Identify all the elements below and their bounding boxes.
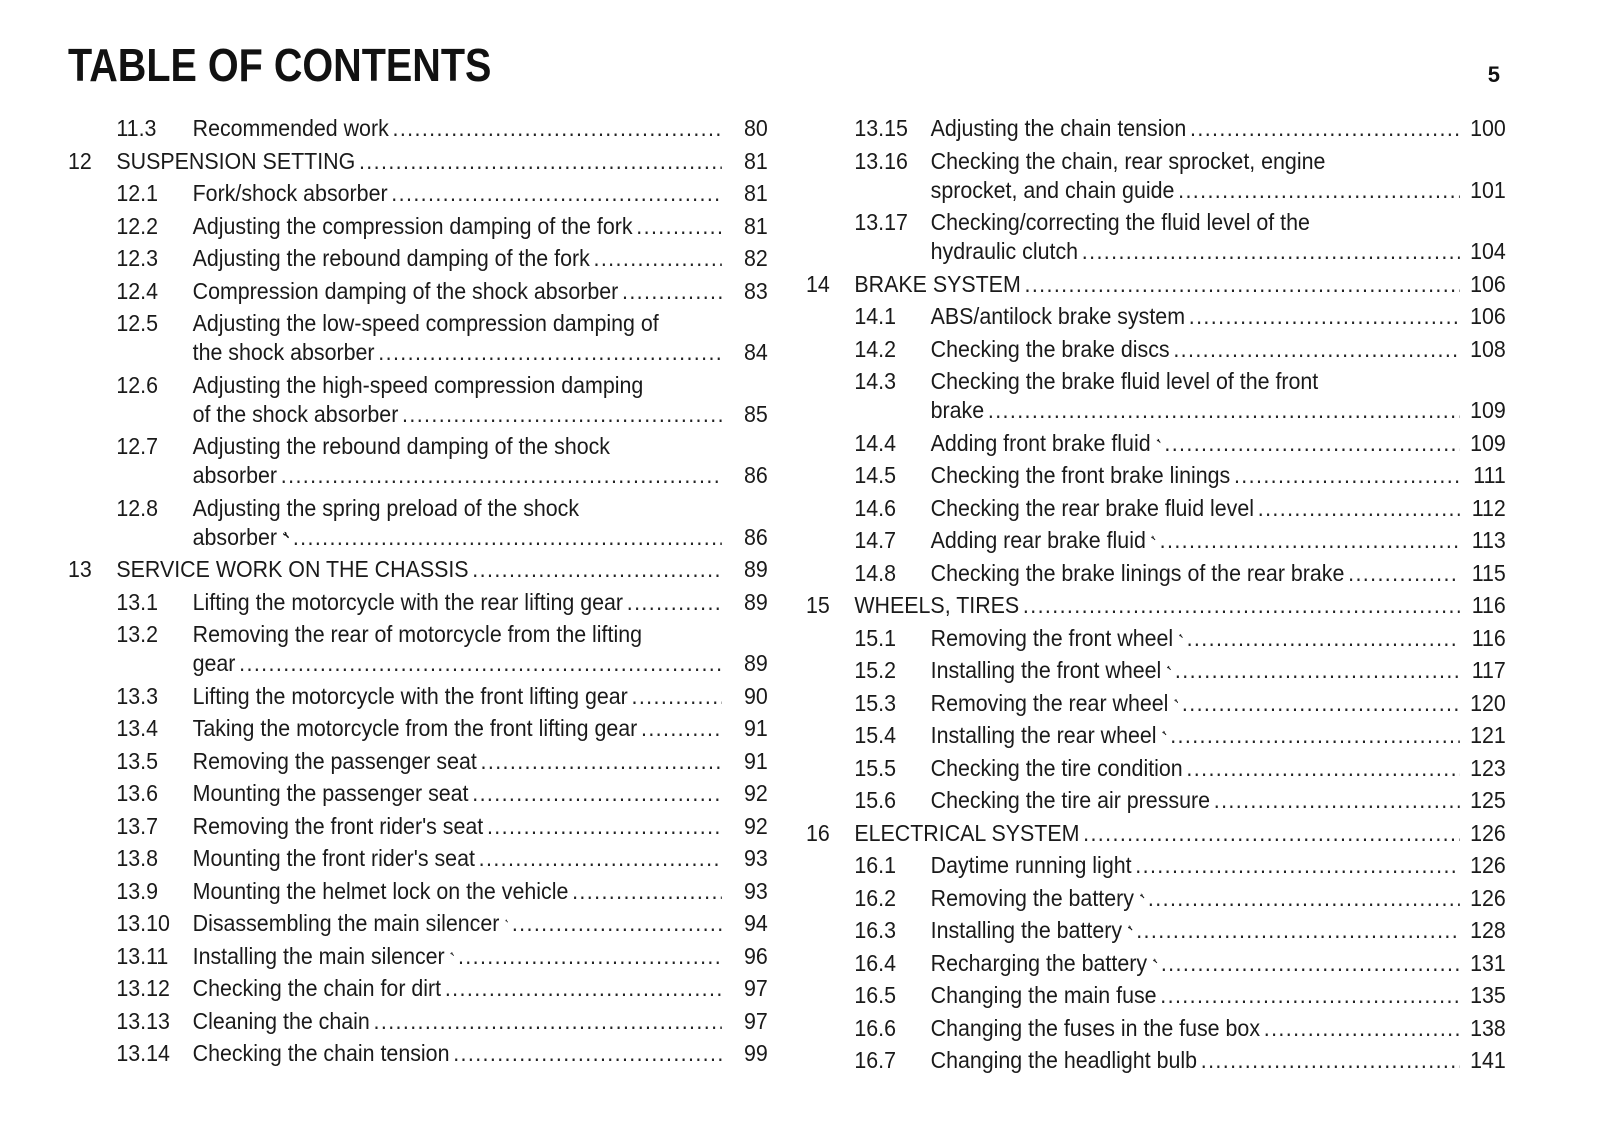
dot-leader <box>1190 114 1459 143</box>
section-number: 13.8 <box>116 845 158 871</box>
toc-section-entry[interactable] <box>806 461 1506 490</box>
page-reference[interactable]: 81 <box>744 180 768 206</box>
dot-leader <box>1160 981 1459 1010</box>
section-title: Taking the motorcycle from the front lifting gear <box>192 715 638 741</box>
page-reference[interactable]: 109 <box>1470 429 1506 456</box>
dot-leader <box>392 114 721 143</box>
dot-leader <box>1348 559 1459 588</box>
toc-chapter-entry[interactable] <box>806 819 1506 848</box>
section-number: 12.1 <box>116 180 158 206</box>
toc-section-entry[interactable] <box>68 588 768 617</box>
dot-leader <box>1170 721 1459 750</box>
toc-section-entry[interactable] <box>68 747 768 776</box>
section-number: 15.5 <box>854 754 896 781</box>
section-title: sprocket, and chain guide <box>930 176 1175 203</box>
section-title: Checking the tire air pressure <box>930 787 1211 813</box>
section-title: Checking the brake discs <box>930 335 1170 362</box>
section-title: Installing the front wheel <box>930 657 1162 683</box>
section-number: 16.3 <box>854 917 896 943</box>
toc-section-entry[interactable] <box>68 179 768 208</box>
section-title: Adjusting the chain tension <box>930 115 1187 141</box>
page-reference[interactable]: 117 <box>1471 657 1506 683</box>
dot-leader <box>1187 624 1460 653</box>
toc-section-entry[interactable] <box>68 779 768 808</box>
section-number: 16.5 <box>854 982 896 1008</box>
dot-leader <box>631 682 721 711</box>
wrench-icon <box>1162 723 1166 743</box>
toc-section-entry[interactable] <box>68 309 768 367</box>
section-number: 13.15 <box>854 115 908 141</box>
section-number: 13.7 <box>116 812 158 839</box>
wrench-icon <box>1151 528 1156 548</box>
toc-chapter-entry[interactable] <box>806 591 1506 620</box>
wrench-icon <box>1174 691 1178 711</box>
toc-section-entry[interactable] <box>806 367 1506 425</box>
section-title: Disassembling the main silencer <box>192 910 500 936</box>
page-reference[interactable]: 106 <box>1470 303 1506 329</box>
page-number: 5 <box>1487 62 1500 87</box>
section-title-line: Checking the chain, rear sprocket, engine <box>930 147 1326 174</box>
section-number: 16 <box>806 819 830 846</box>
section-number: 13.13 <box>116 1007 170 1034</box>
section-title: hydraulic clutch <box>930 238 1079 264</box>
section-title: SUSPENSION SETTING <box>116 147 356 174</box>
page-reference[interactable]: 131 <box>1470 949 1506 976</box>
dot-leader <box>1082 237 1460 266</box>
page-reference[interactable]: 84 <box>744 339 768 365</box>
toc-right-column <box>806 114 1506 1079</box>
dot-leader <box>479 844 722 873</box>
section-title-line: Adjusting the rebound damping of the shock <box>192 433 611 459</box>
section-number: 12.8 <box>116 494 158 521</box>
page-reference[interactable]: 116 <box>1471 624 1506 651</box>
section-title: Adjusting the rebound damping of the fork <box>192 245 590 271</box>
page-reference[interactable]: 113 <box>1471 527 1506 553</box>
section-title: Lifting the motorcycle with the rear lifting gear <box>192 588 624 615</box>
toc-chapter-entry[interactable] <box>68 555 768 584</box>
dot-leader <box>572 877 721 906</box>
toc-section-entry[interactable] <box>68 974 768 1003</box>
toc-section-entry[interactable] <box>68 877 768 906</box>
section-title: Removing the passenger seat <box>192 747 477 774</box>
section-number: 14.4 <box>854 429 896 456</box>
toc-section-entry[interactable] <box>68 1007 768 1036</box>
dot-leader <box>281 461 722 490</box>
toc-chapter-entry[interactable] <box>806 270 1506 299</box>
section-title: SERVICE WORK ON THE CHASSIS <box>116 556 469 582</box>
section-number: 15.3 <box>854 689 896 716</box>
section-title: Removing the front wheel <box>930 624 1174 651</box>
section-number: 13.2 <box>116 621 158 647</box>
section-number: 14.1 <box>854 303 896 329</box>
section-number: 16.1 <box>854 852 896 878</box>
dot-leader <box>378 338 721 367</box>
section-title: Adding rear brake fluid <box>930 527 1146 553</box>
page-reference[interactable]: 121 <box>1470 722 1506 748</box>
toc-section-entry[interactable] <box>68 1039 768 1068</box>
page-reference[interactable]: 89 <box>744 556 768 582</box>
section-title: WHEELS, TIRES <box>854 592 1020 618</box>
wrench-icon <box>1167 658 1171 678</box>
page-reference[interactable]: 108 <box>1470 335 1506 362</box>
dot-leader <box>402 400 721 429</box>
page-reference[interactable]: 89 <box>744 650 768 676</box>
page-reference[interactable]: 91 <box>744 747 768 774</box>
section-title: Removing the front rider's seat <box>192 812 484 839</box>
section-number: 13.5 <box>116 747 158 774</box>
dot-leader <box>472 555 721 584</box>
section-title-line: Checking/correcting the fluid level of the <box>930 209 1310 235</box>
dot-leader <box>1258 494 1460 523</box>
page-reference[interactable]: 126 <box>1470 819 1506 846</box>
page-reference[interactable]: 138 <box>1470 1014 1506 1041</box>
section-title: Checking the chain for dirt <box>192 975 442 1001</box>
page-reference[interactable]: 97 <box>744 1007 768 1034</box>
wrench-icon <box>450 944 454 964</box>
page-title: TABLE OF CONTENTS <box>68 39 492 91</box>
toc-section-entry[interactable] <box>806 851 1506 880</box>
dot-leader <box>1148 884 1459 913</box>
wrench-icon <box>505 911 508 931</box>
page-reference[interactable]: 135 <box>1470 982 1506 1008</box>
section-title: Checking the tire condition <box>930 754 1183 781</box>
section-title-line: Adjusting the spring preload of the shock <box>192 494 580 521</box>
page-reference[interactable]: 82 <box>744 245 768 271</box>
toc-section-entry[interactable] <box>68 494 768 552</box>
section-title: Removing the battery <box>930 884 1134 911</box>
section-title: Mounting the helmet lock on the vehicle <box>192 877 569 904</box>
dot-leader <box>1024 270 1459 299</box>
dot-leader <box>1161 949 1459 978</box>
page-reference[interactable]: 94 <box>744 910 768 936</box>
dot-leader <box>453 1039 721 1068</box>
page-reference[interactable]: 81 <box>744 212 768 239</box>
toc-section-entry[interactable] <box>68 844 768 873</box>
page-reference[interactable]: 92 <box>744 780 768 806</box>
page-reference[interactable]: 112 <box>1471 494 1506 521</box>
page-reference[interactable]: 126 <box>1470 852 1506 878</box>
section-number: 15.1 <box>854 624 896 651</box>
dot-leader <box>472 779 721 808</box>
section-title-line: Adjusting the high-speed compression damping <box>192 371 644 398</box>
section-title: Daytime running light <box>930 852 1132 878</box>
section-number: 13.16 <box>854 147 908 174</box>
section-number: 12.2 <box>116 212 158 239</box>
dot-leader <box>1234 461 1459 490</box>
dot-leader <box>622 277 721 306</box>
toc-chapter-entry[interactable] <box>68 147 768 176</box>
dot-leader <box>481 747 722 776</box>
section-number: 16.2 <box>854 884 896 911</box>
section-title: Recharging the battery <box>930 949 1148 976</box>
toc-section-entry[interactable] <box>806 526 1506 555</box>
section-title: Checking the rear brake fluid level <box>930 494 1255 521</box>
section-title: Installing the main silencer <box>192 942 445 969</box>
section-title-line: Checking the brake fluid level of the front <box>930 368 1319 394</box>
section-number: 16.6 <box>854 1014 896 1041</box>
section-number: 14.5 <box>854 462 896 488</box>
dot-leader <box>445 974 721 1003</box>
dot-leader <box>1214 786 1460 815</box>
section-title: Checking the brake linings of the rear brake <box>930 559 1345 586</box>
toc-section-entry[interactable] <box>806 335 1506 364</box>
page-reference[interactable]: 111 <box>1473 462 1506 488</box>
section-number: 12.6 <box>116 371 158 398</box>
dot-leader <box>293 523 722 552</box>
page-reference[interactable]: 126 <box>1470 884 1506 911</box>
page-reference[interactable]: 80 <box>744 115 768 141</box>
section-title: gear <box>192 650 236 676</box>
section-title: the shock absorber <box>192 339 375 365</box>
dot-leader <box>1083 819 1459 848</box>
section-number: 13.14 <box>116 1040 170 1066</box>
section-number: 13.11 <box>116 942 169 969</box>
dot-leader <box>512 909 722 938</box>
page-reference[interactable]: 93 <box>744 877 768 904</box>
page-reference[interactable]: 125 <box>1470 787 1506 813</box>
toc-section-entry[interactable] <box>806 559 1506 588</box>
section-title: Removing the rear wheel <box>930 689 1169 716</box>
section-number: 15.6 <box>854 787 896 813</box>
toc-section-entry[interactable] <box>806 429 1506 458</box>
dot-leader <box>374 1007 722 1036</box>
section-title: of the shock absorber <box>192 400 399 427</box>
section-number: 12 <box>68 147 92 174</box>
dot-leader <box>1135 851 1459 880</box>
section-number: 12.5 <box>116 310 158 336</box>
page-reference[interactable]: 101 <box>1470 176 1506 203</box>
section-number: 15.4 <box>854 722 896 748</box>
section-title: Installing the rear wheel <box>930 722 1157 748</box>
toc-section-entry[interactable] <box>68 620 768 678</box>
toc-section-entry[interactable] <box>806 689 1506 718</box>
toc-section-entry[interactable] <box>806 884 1506 913</box>
dot-leader <box>1186 754 1459 783</box>
dot-leader <box>1264 1014 1460 1043</box>
page-reference[interactable]: 92 <box>744 812 768 839</box>
toc-section-entry[interactable] <box>806 208 1506 266</box>
dot-leader <box>627 588 722 617</box>
page-reference[interactable]: 91 <box>744 715 768 741</box>
page-reference[interactable]: 85 <box>744 400 768 427</box>
section-number: 14.7 <box>854 527 896 553</box>
section-number: 11.3 <box>116 115 157 141</box>
section-number: 13.3 <box>116 682 158 709</box>
wrench-icon <box>283 525 289 545</box>
section-title: ELECTRICAL SYSTEM <box>854 819 1080 846</box>
dot-leader <box>487 812 721 841</box>
dot-leader <box>636 212 721 241</box>
section-title: absorber <box>192 523 278 550</box>
section-title: Compression damping of the shock absorber <box>192 277 619 304</box>
toc-section-entry[interactable] <box>68 714 768 743</box>
section-number: 14.2 <box>854 335 896 362</box>
page-reference[interactable]: 120 <box>1470 689 1506 716</box>
toc-section-entry[interactable] <box>68 371 768 429</box>
section-title: Fork/shock absorber <box>192 180 388 206</box>
toc-section-entry[interactable] <box>806 114 1506 143</box>
dot-leader <box>1164 429 1459 458</box>
section-number: 12.7 <box>116 433 158 459</box>
toc-section-entry[interactable] <box>68 114 768 143</box>
toc-section-entry[interactable] <box>806 494 1506 523</box>
section-title: Changing the headlight bulb <box>930 1047 1198 1073</box>
section-title: Adding front brake fluid <box>930 429 1151 456</box>
section-title: Recommended work <box>192 115 389 141</box>
toc-section-entry[interactable] <box>806 302 1506 331</box>
page-reference[interactable]: 99 <box>744 1040 768 1066</box>
section-title: Mounting the passenger seat <box>192 780 469 806</box>
section-number: 12.3 <box>116 245 158 271</box>
page-reference[interactable]: 128 <box>1470 917 1506 943</box>
toc-section-entry[interactable] <box>68 682 768 711</box>
section-title-line: Removing the rear of motorcycle from the lifting <box>192 621 642 647</box>
section-title: Adjusting the compression damping of the fork <box>192 212 633 239</box>
toc-section-entry[interactable] <box>68 942 768 971</box>
section-title: Lifting the motorcycle with the front lifting gear <box>192 682 628 709</box>
section-title-line: Adjusting the low-speed compression damping of <box>192 310 659 336</box>
page-reference[interactable]: 90 <box>744 682 768 709</box>
section-number: 14.3 <box>854 368 896 394</box>
toc-section-entry[interactable] <box>68 277 768 306</box>
dot-leader <box>1189 302 1460 331</box>
section-number: 14 <box>806 270 830 297</box>
toc-section-entry[interactable] <box>806 981 1506 1010</box>
page-reference[interactable]: 141 <box>1470 1047 1506 1073</box>
page-reference[interactable]: 106 <box>1470 270 1506 297</box>
section-title: BRAKE SYSTEM <box>854 270 1021 297</box>
toc-section-entry[interactable] <box>806 147 1506 205</box>
toc-section-entry[interactable] <box>806 656 1506 685</box>
dot-leader <box>594 244 722 273</box>
section-title: Changing the main fuse <box>930 982 1157 1008</box>
toc-section-entry[interactable] <box>68 909 768 938</box>
section-number: 13.6 <box>116 780 158 806</box>
wrench-icon <box>1140 886 1145 906</box>
dot-leader <box>1160 526 1460 555</box>
section-number: 14.6 <box>854 494 896 521</box>
toc-section-entry[interactable] <box>68 244 768 273</box>
section-number: 15 <box>806 592 830 618</box>
dot-leader <box>1178 176 1459 205</box>
section-title: Installing the battery <box>930 917 1123 943</box>
section-title: Changing the fuses in the fuse box <box>930 1014 1261 1041</box>
dot-leader <box>1023 591 1459 620</box>
toc-section-entry[interactable] <box>806 949 1506 978</box>
toc-section-entry[interactable] <box>806 721 1506 750</box>
page-reference[interactable]: 104 <box>1470 238 1506 264</box>
page-reference[interactable]: 115 <box>1471 559 1506 586</box>
section-title: Cleaning the chain <box>192 1007 370 1034</box>
section-number: 13.9 <box>116 877 158 904</box>
dot-leader <box>1175 656 1459 685</box>
section-number: 16.7 <box>854 1047 896 1073</box>
toc-section-entry[interactable] <box>806 916 1506 945</box>
section-number: 13.4 <box>116 715 158 741</box>
section-number: 13.17 <box>854 209 908 235</box>
dot-leader <box>988 396 1459 425</box>
page-reference[interactable]: 86 <box>744 523 768 550</box>
dot-leader <box>1136 916 1459 945</box>
toc-section-entry[interactable] <box>806 624 1506 653</box>
page-reference[interactable]: 97 <box>744 975 768 1001</box>
section-number: 13.12 <box>116 975 170 1001</box>
dot-leader <box>641 714 721 743</box>
dot-leader <box>1182 689 1459 718</box>
page-reference[interactable]: 96 <box>744 942 768 969</box>
toc-left-column <box>68 114 768 1072</box>
toc-section-entry[interactable] <box>806 786 1506 815</box>
wrench-icon <box>1128 918 1133 938</box>
section-number: 13.10 <box>116 910 170 936</box>
section-title: Checking the chain tension <box>192 1040 450 1066</box>
section-title: Checking the front brake linings <box>930 462 1231 488</box>
section-number: 15.2 <box>854 657 896 683</box>
wrench-icon <box>1153 951 1158 971</box>
section-number: 16.4 <box>854 949 896 976</box>
toc-section-entry[interactable] <box>68 212 768 241</box>
page-reference[interactable]: 109 <box>1470 397 1506 423</box>
toc-section-entry[interactable] <box>806 1014 1506 1043</box>
dot-leader <box>359 147 721 176</box>
page-reference[interactable]: 116 <box>1471 592 1506 618</box>
section-title: Mounting the front rider's seat <box>192 845 475 871</box>
toc-section-entry[interactable] <box>68 812 768 841</box>
section-number: 12.4 <box>116 277 158 304</box>
section-title: ABS/antilock brake system <box>930 303 1186 329</box>
section-number: 13 <box>68 556 92 582</box>
toc-section-entry[interactable] <box>68 432 768 490</box>
wrench-icon <box>1156 431 1160 451</box>
page-reference[interactable]: 86 <box>744 462 768 488</box>
section-title: brake <box>930 397 985 423</box>
dot-leader <box>1201 1046 1460 1075</box>
section-number: 13.1 <box>116 588 158 615</box>
page-reference[interactable]: 123 <box>1470 754 1506 781</box>
toc-section-entry[interactable] <box>806 754 1506 783</box>
dot-leader <box>1173 335 1459 364</box>
section-number: 14.8 <box>854 559 896 586</box>
dot-leader <box>391 179 721 208</box>
toc-section-entry[interactable] <box>806 1046 1506 1075</box>
page-reference[interactable]: 93 <box>744 845 768 871</box>
dot-leader <box>239 649 721 678</box>
page-reference[interactable]: 89 <box>744 588 768 615</box>
wrench-icon <box>1179 626 1183 646</box>
dot-leader <box>458 942 721 971</box>
section-title: absorber <box>192 462 278 488</box>
page-reference[interactable]: 83 <box>744 277 768 304</box>
page-reference[interactable]: 81 <box>744 147 768 174</box>
page-reference[interactable]: 100 <box>1470 115 1506 141</box>
